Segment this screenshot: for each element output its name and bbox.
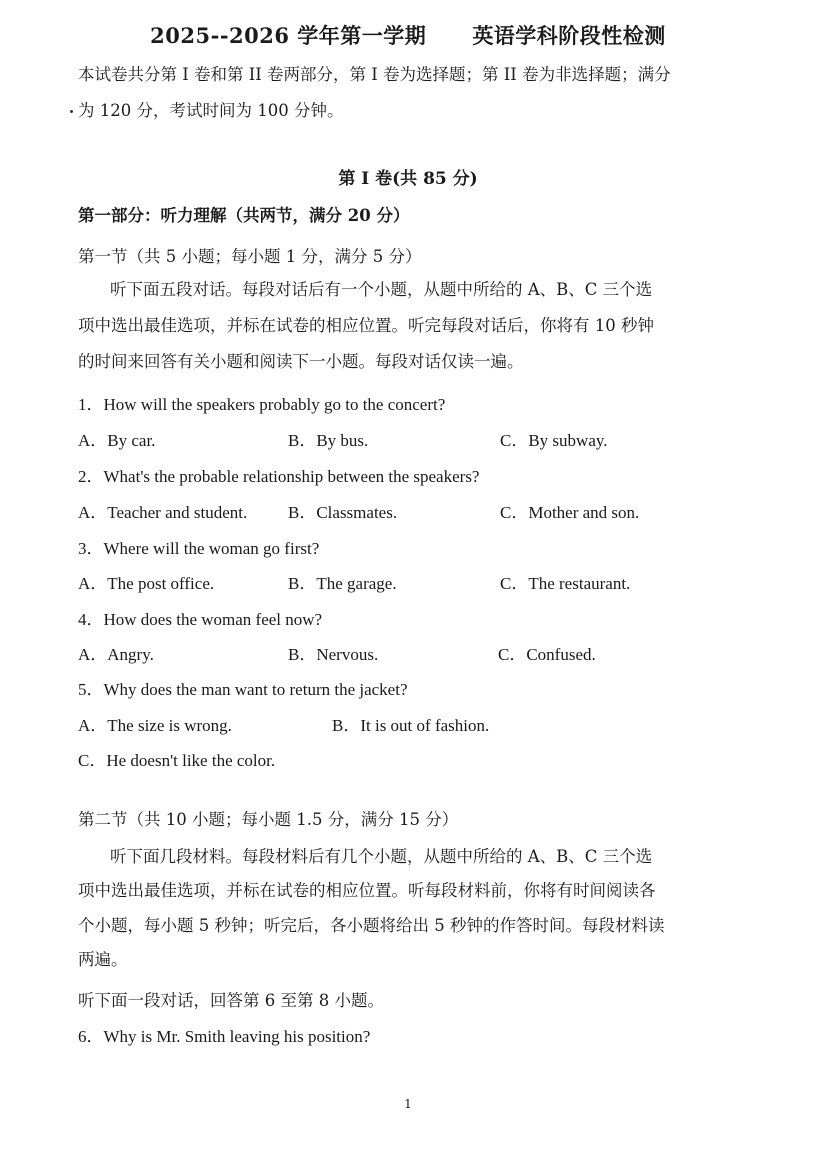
part1-title: 第一部分：听力理解（共两节，满分 20 分） xyxy=(78,206,410,225)
page-number: 1 xyxy=(404,1097,412,1111)
section2-instruction-4: 两遍。 xyxy=(78,950,128,969)
q5-option-a: A．The size is wrong. xyxy=(78,716,232,735)
intro-line-1: 本试卷共分第 I 卷和第 II 卷两部分，第 I 卷为选择题；第 II 卷为非选择题；满分 xyxy=(78,65,671,84)
q4-option-a: A．Angry. xyxy=(78,645,154,664)
q1-option-c: C．By subway. xyxy=(500,431,608,450)
q3-option-b: B．The garage. xyxy=(288,574,397,593)
q5-option-b: B．It is out of fashion. xyxy=(332,716,490,735)
q3-option-a: A．The post office. xyxy=(78,574,215,593)
title-subject: 英语学科阶段性检测 xyxy=(472,23,666,48)
q4-option-c: C．Confused. xyxy=(498,645,596,664)
dialog-intro: 听下面一段对话，回答第 6 至第 8 小题。 xyxy=(78,991,384,1010)
q1-option-b: B．By bus. xyxy=(288,431,369,450)
intro-line-2: 为 120 分，考试时间为 100 分钟。 xyxy=(78,101,344,120)
q5-option-c: C．He doesn't like the color. xyxy=(78,751,276,770)
question-4-stem: 4．How does the woman feel now? xyxy=(78,610,323,629)
question-6-stem: 6．Why is Mr. Smith leaving his position? xyxy=(78,1027,371,1046)
section2-instruction-3: 个小题，每小题 5 秒钟；听完后，各小题将给出 5 秒钟的作答时间。每段材料读 xyxy=(78,916,665,935)
title-year: 2025--2026 学年第一学期 xyxy=(150,23,427,48)
q2-option-b: B．Classmates. xyxy=(288,503,398,522)
section1-instruction-1: 听下面五段对话。每段对话后有一个小题，从题中所给的 A、B、C 三个选 xyxy=(110,280,653,299)
section1-title: 第一节（共 5 小题；每小题 1 分，满分 5 分） xyxy=(78,247,422,266)
q2-option-c: C．Mother and son. xyxy=(500,503,640,522)
section2-instruction-2: 项中选出最佳选项，并标在试卷的相应位置。听每段材料前，你将有时间阅读各 xyxy=(78,881,656,900)
question-5-stem: 5．Why does the man want to return the jacket? xyxy=(78,680,408,699)
section2-instruction-1: 听下面几段材料。每段材料后有几个小题，从题中所给的 A、B、C 三个选 xyxy=(110,847,653,866)
question-3-stem: 3．Where will the woman go first? xyxy=(78,539,320,558)
question-1-stem: 1．How will the speakers probably go to the concert? xyxy=(78,395,446,414)
scan-speck xyxy=(70,110,73,113)
volume-title: 第 I 卷(共 85 分) xyxy=(338,169,478,189)
section1-instruction-3: 的时间来回答有关小题和阅读下一小题。每段对话仅读一遍。 xyxy=(78,352,524,371)
q4-option-b: B．Nervous. xyxy=(288,645,379,664)
section2-title: 第二节（共 10 小题；每小题 1.5 分，满分 15 分） xyxy=(78,810,459,829)
section1-instruction-2: 项中选出最佳选项，并标在试卷的相应位置。听完每段对话后，你将有 10 秒钟 xyxy=(78,316,654,335)
q1-option-a: A．By car. xyxy=(78,431,156,450)
q2-option-a: A．Teacher and student. xyxy=(78,503,248,522)
page-title xyxy=(0,20,816,50)
question-2-stem: 2．What's the probable relationship between the speakers? xyxy=(78,467,480,486)
q3-option-c: C．The restaurant. xyxy=(500,574,631,593)
